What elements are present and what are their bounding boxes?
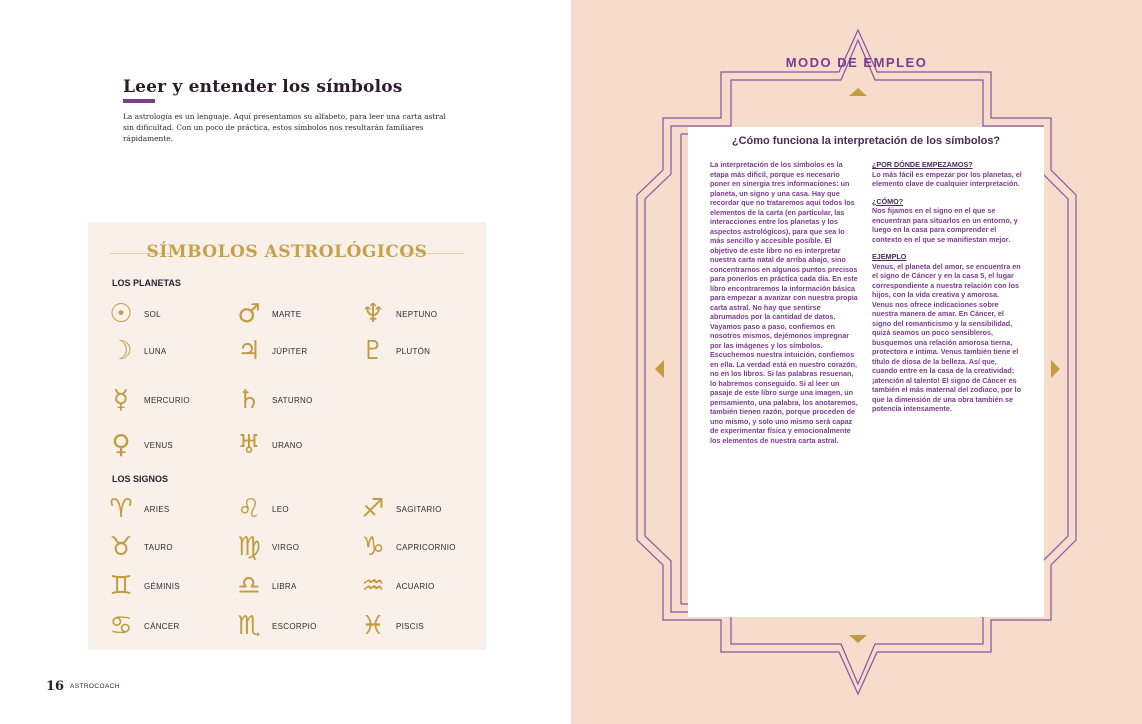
symbol-label: GÉMINIS xyxy=(144,581,180,591)
card-title: ¿Cómo funciona la interpretación de los símbolos? xyxy=(731,135,1001,147)
symbol-venus xyxy=(104,430,173,460)
symbol-label: TAURO xyxy=(144,542,173,552)
panel-title: SÍMBOLOS ASTROLÓGICOS xyxy=(146,242,428,262)
sagitario-icon: ♐ xyxy=(361,494,385,524)
symbol-saturno xyxy=(232,385,313,415)
section-text: Lo más fácil es empezar por los planetas, el elemento clave de cualquier interpretación. xyxy=(872,169,1022,188)
page-number: 16 xyxy=(46,679,65,694)
section-heading: EJEMPLO xyxy=(872,252,907,261)
libra-icon: ♎ xyxy=(237,571,261,601)
symbol-label: URANO xyxy=(272,440,303,450)
symbol-acuario xyxy=(356,571,435,601)
symbol-label: LIBRA xyxy=(272,581,297,591)
title-underline xyxy=(123,99,155,103)
arrow-right-icon xyxy=(1051,360,1060,378)
body-column-left xyxy=(710,160,860,453)
luna-icon: ☽ xyxy=(109,336,133,366)
symbol-tauro xyxy=(104,532,173,562)
page-title: Leer y entender los símbolos xyxy=(123,77,403,97)
symbol-label: SOL xyxy=(144,309,161,319)
symbol-cancer xyxy=(104,611,180,641)
symbol-mercurio xyxy=(104,385,190,415)
signs-heading: LOS SIGNOS xyxy=(112,474,169,484)
body-paragraph: La interpretación de los símbolos es la etapa más difícil, porque es necesario poner en sinergia tres informaciones: un planeta, un signo y una casa. Hay que recordar que no trataremos aquí todos los elementos de la carta (en particular, las interacciones entre los planetas y los aspectos astrológicos), para que sea lo más sencillo y accesible posible. El objetivo de este libro no es interpretar nuestra carta natal de arriba abajo, sino concentrarnos en algunos puntos precisos para ponerlos en práctica cada día. En este libro encontraremos la información básica para empezar a avanzar con nuestra propia carta astral. No hay que sentirse abrumados por la cantidad de datos. Vayamos paso a paso, confiemos en nosotros mismos, dejémonos impregnar por las imágenes y los símbolos. Escuchemos nuestra intuición, confiemos en ella. La verdad está en nuestro corazón, no en los libros. Si las palabras resuenan, lo habremos conseguido. Si al leer un pasaje de este libro surge una imagen, un pensamiento, una palabra, los anotaremos, también tienen razón, porque proceden de uno mismo, y solo uno mismo será capaz de experimentar física y emocionalmente los elementos de nuestra carta astral. xyxy=(710,160,858,445)
symbols-panel xyxy=(88,222,486,650)
saturno-icon: ♄ xyxy=(237,385,261,415)
symbol-escorpio xyxy=(232,611,317,641)
symbol-piscis xyxy=(356,611,424,641)
urano-icon: ♅ xyxy=(237,430,261,460)
symbol-libra xyxy=(232,571,297,601)
section-how xyxy=(872,197,1022,245)
symbol-aries xyxy=(104,494,170,524)
section-heading: ¿POR DÓNDE EMPEZAMOS? xyxy=(872,160,973,169)
piscis-icon: ♓ xyxy=(361,611,385,641)
symbol-label: ACUARIO xyxy=(396,581,435,591)
symbol-luna xyxy=(104,336,167,366)
symbol-label: VIRGO xyxy=(272,542,300,552)
venus-icon: ♀ xyxy=(111,430,131,460)
pluton-icon: ♇ xyxy=(361,336,385,366)
section-text: Nos fijamos en el signo en el que se encuentran para situarlos en un entorno, y luego en la casa para comprender el contexto en el que se manifiestan mejor. xyxy=(872,206,1018,244)
symbol-label: CÁNCER xyxy=(144,621,180,631)
symbol-label: ARIES xyxy=(144,504,170,514)
symbol-geminis xyxy=(104,571,180,601)
symbol-label: ESCORPIO xyxy=(272,621,317,631)
symbol-urano xyxy=(232,430,302,460)
section-example xyxy=(872,252,1022,414)
arrow-up-icon xyxy=(849,88,867,96)
section-badge: MODO DE EMPLEO xyxy=(785,55,928,70)
symbol-label: SAGITARIO xyxy=(396,504,442,514)
symbol-sol xyxy=(104,299,161,329)
marte-icon: ♂ xyxy=(237,299,261,329)
symbol-leo xyxy=(232,494,289,524)
symbol-label: MARTE xyxy=(272,309,302,319)
cancer-icon: ♋ xyxy=(109,611,133,641)
symbol-virgo xyxy=(232,532,299,562)
virgo-icon: ♍ xyxy=(237,532,261,562)
symbol-marte xyxy=(232,299,301,329)
capricornio-icon: ♑ xyxy=(361,532,385,562)
symbol-label: PLUTÓN xyxy=(396,346,431,356)
arrow-left-icon xyxy=(655,360,664,378)
sol-icon: ☉ xyxy=(109,299,133,329)
planets-heading: LOS PLANETAS xyxy=(112,278,181,288)
symbol-label: CAPRICORNIO xyxy=(396,542,456,552)
symbol-sagitario xyxy=(356,494,442,524)
mercurio-icon: ☿ xyxy=(113,385,129,415)
body-column-right xyxy=(872,160,1022,422)
symbol-label: LUNA xyxy=(144,346,167,356)
symbol-label: PISCIS xyxy=(396,621,425,631)
symbol-label: JÚPITER xyxy=(272,346,308,356)
symbol-pluton xyxy=(356,336,430,366)
aries-icon: ♈ xyxy=(109,494,133,524)
section-start xyxy=(872,160,1022,189)
symbol-label: SATURNO xyxy=(272,395,313,405)
symbol-label: NEPTUNO xyxy=(396,309,438,319)
escorpio-icon: ♏ xyxy=(237,611,261,641)
symbol-label: LEO xyxy=(272,504,289,514)
geminis-icon: ♊ xyxy=(109,571,133,601)
section-text: Venus, el planeta del amor, se encuentra en el signo de Cáncer y en la casa 5, el lugar correspondiente a nuestra relación con los hijos, con la vida creativa y amorosa. Venus nos ofrece indicaciones sobre nuestra manera de amar. En Cáncer, el signo del romanticismo y la sensibilidad, quizá seamos un poco sensibleros, busquemos una relación amorosa tierna, protectora e íntima. Venus también tiene el título de diosa de la belleza. Así que, cuando entre en la casa de la creatividad: ¡atención al talento! El signo de Cáncer es también el más maternal del zodiaco, por lo que la dimensión de una obra también se potencia intensamente. xyxy=(872,261,1021,413)
arrow-down-icon xyxy=(849,635,867,643)
running-title: ASTROCOACH xyxy=(70,683,120,690)
tauro-icon: ♉ xyxy=(109,532,133,562)
symbol-label: VENUS xyxy=(144,440,174,450)
jupiter-icon: ♃ xyxy=(237,336,261,366)
leo-icon: ♌ xyxy=(237,494,261,524)
acuario-icon: ♒ xyxy=(361,571,385,601)
section-heading: ¿CÓMO? xyxy=(872,196,904,206)
neptuno-icon: ♆ xyxy=(361,299,385,329)
symbol-jupiter xyxy=(232,336,307,366)
symbol-label: MERCURIO xyxy=(144,395,190,405)
info-card xyxy=(688,127,1044,617)
symbol-capricornio xyxy=(356,532,456,562)
intro-paragraph: La astrología es un lenguaje. Aquí presentamos su alfabeto, para leer una carta astral sin dificultad. Con un poco de práctica, estos símbolos nos resultarán familiares rápidamente. xyxy=(123,112,446,143)
symbol-neptuno xyxy=(356,299,437,329)
